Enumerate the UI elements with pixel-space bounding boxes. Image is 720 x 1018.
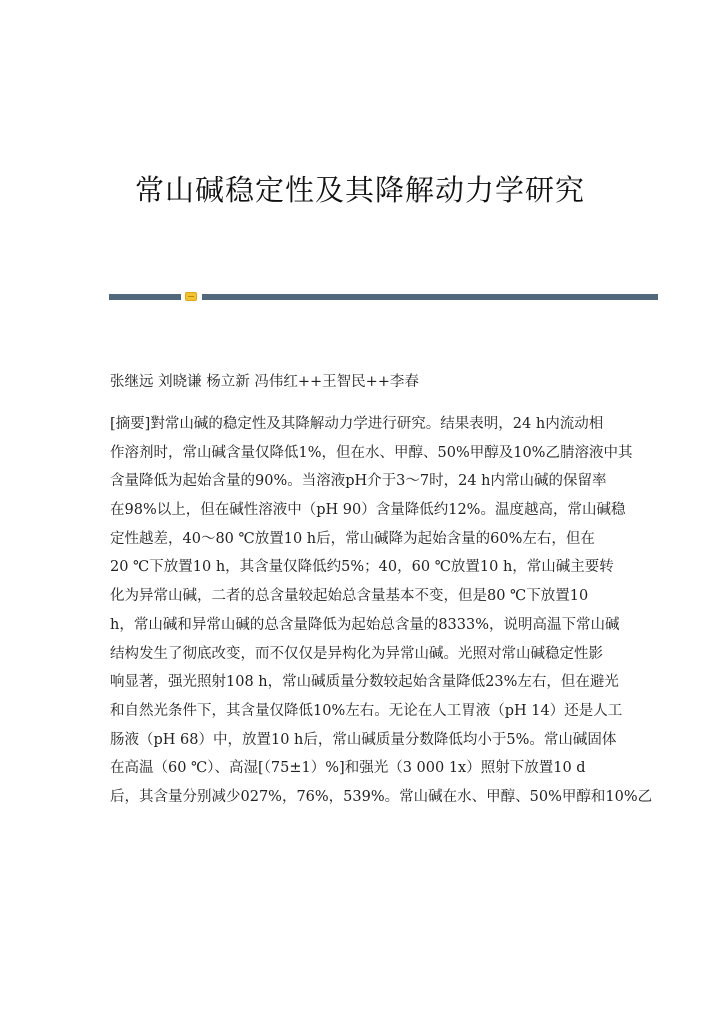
abstract-line: 和自然光条件下，其含量仅降低10%左右。无论在人工胃液（pH 14）还是人工	[110, 702, 623, 719]
divider-left-bar	[109, 294, 181, 300]
abstract-line: h，常山碱和异常山碱的总含量降低为起始总含量的8333%，说明高温下常山碱	[110, 616, 620, 633]
abstract-line: 结构发生了彻底改变，而不仅仅是异构化为异常山碱。光照对常山碱稳定性影	[110, 645, 603, 662]
abstract-line: 在高温（60 ℃）、高湿[（75±1）%]和强光（3 000 1x）照射下放置10 d	[110, 760, 586, 777]
document-title: 常山碱稳定性及其降解动力学研究	[134, 173, 585, 207]
abstract-line: 在98%以上，但在碱性溶液中（pH 90）含量降低约12%。温度越高，常山碱稳	[110, 502, 626, 519]
book-icon	[185, 292, 197, 301]
abstract-line: 定性越差，40～80 ℃放置10 h后，常山碱降为起始含量的60%左右，但在	[110, 530, 595, 547]
abstract-line: 化为异常山碱，二者的总含量较起始总含量基本不变，但是80 ℃下放置10	[110, 588, 589, 605]
abstract-line: 含量降低为起始含量的90%。当溶液pH介于3～7时，24 h内常山碱的保留率	[110, 473, 607, 490]
abstract-line: 响显著，强光照射108 h，常山碱质量分数较起始含量降低23%左右，但在避光	[110, 674, 619, 691]
abstract-line: 作溶剂时，常山碱含量仅降低1%，但在水、甲醇、50%甲醇及10%乙腈溶液中其	[110, 444, 633, 461]
abstract	[110, 414, 652, 816]
abstract-line: 肠液（pH 68）中，放置10 h后，常山碱质量分数降低均小于5%。常山碱固体	[110, 731, 617, 748]
divider-right-bar	[202, 294, 658, 300]
authors: 张继远 刘晓谦 杨立新 冯伟红++王智民++李春	[110, 374, 419, 390]
abstract-line: [摘要]對常山碱的稳定性及其降解动力学进行研究。结果表明，24 h内流动相	[110, 416, 604, 432]
abstract-line: 20 ℃下放置10 h，其含量仅降低约5%；40，60 ℃放置10 h，常山碱主要转	[110, 559, 614, 576]
abstract-line: 后，其含量分别减少027%，76%，539%。常山碱在水、甲醇、50%甲醇和10%乙	[110, 788, 653, 805]
